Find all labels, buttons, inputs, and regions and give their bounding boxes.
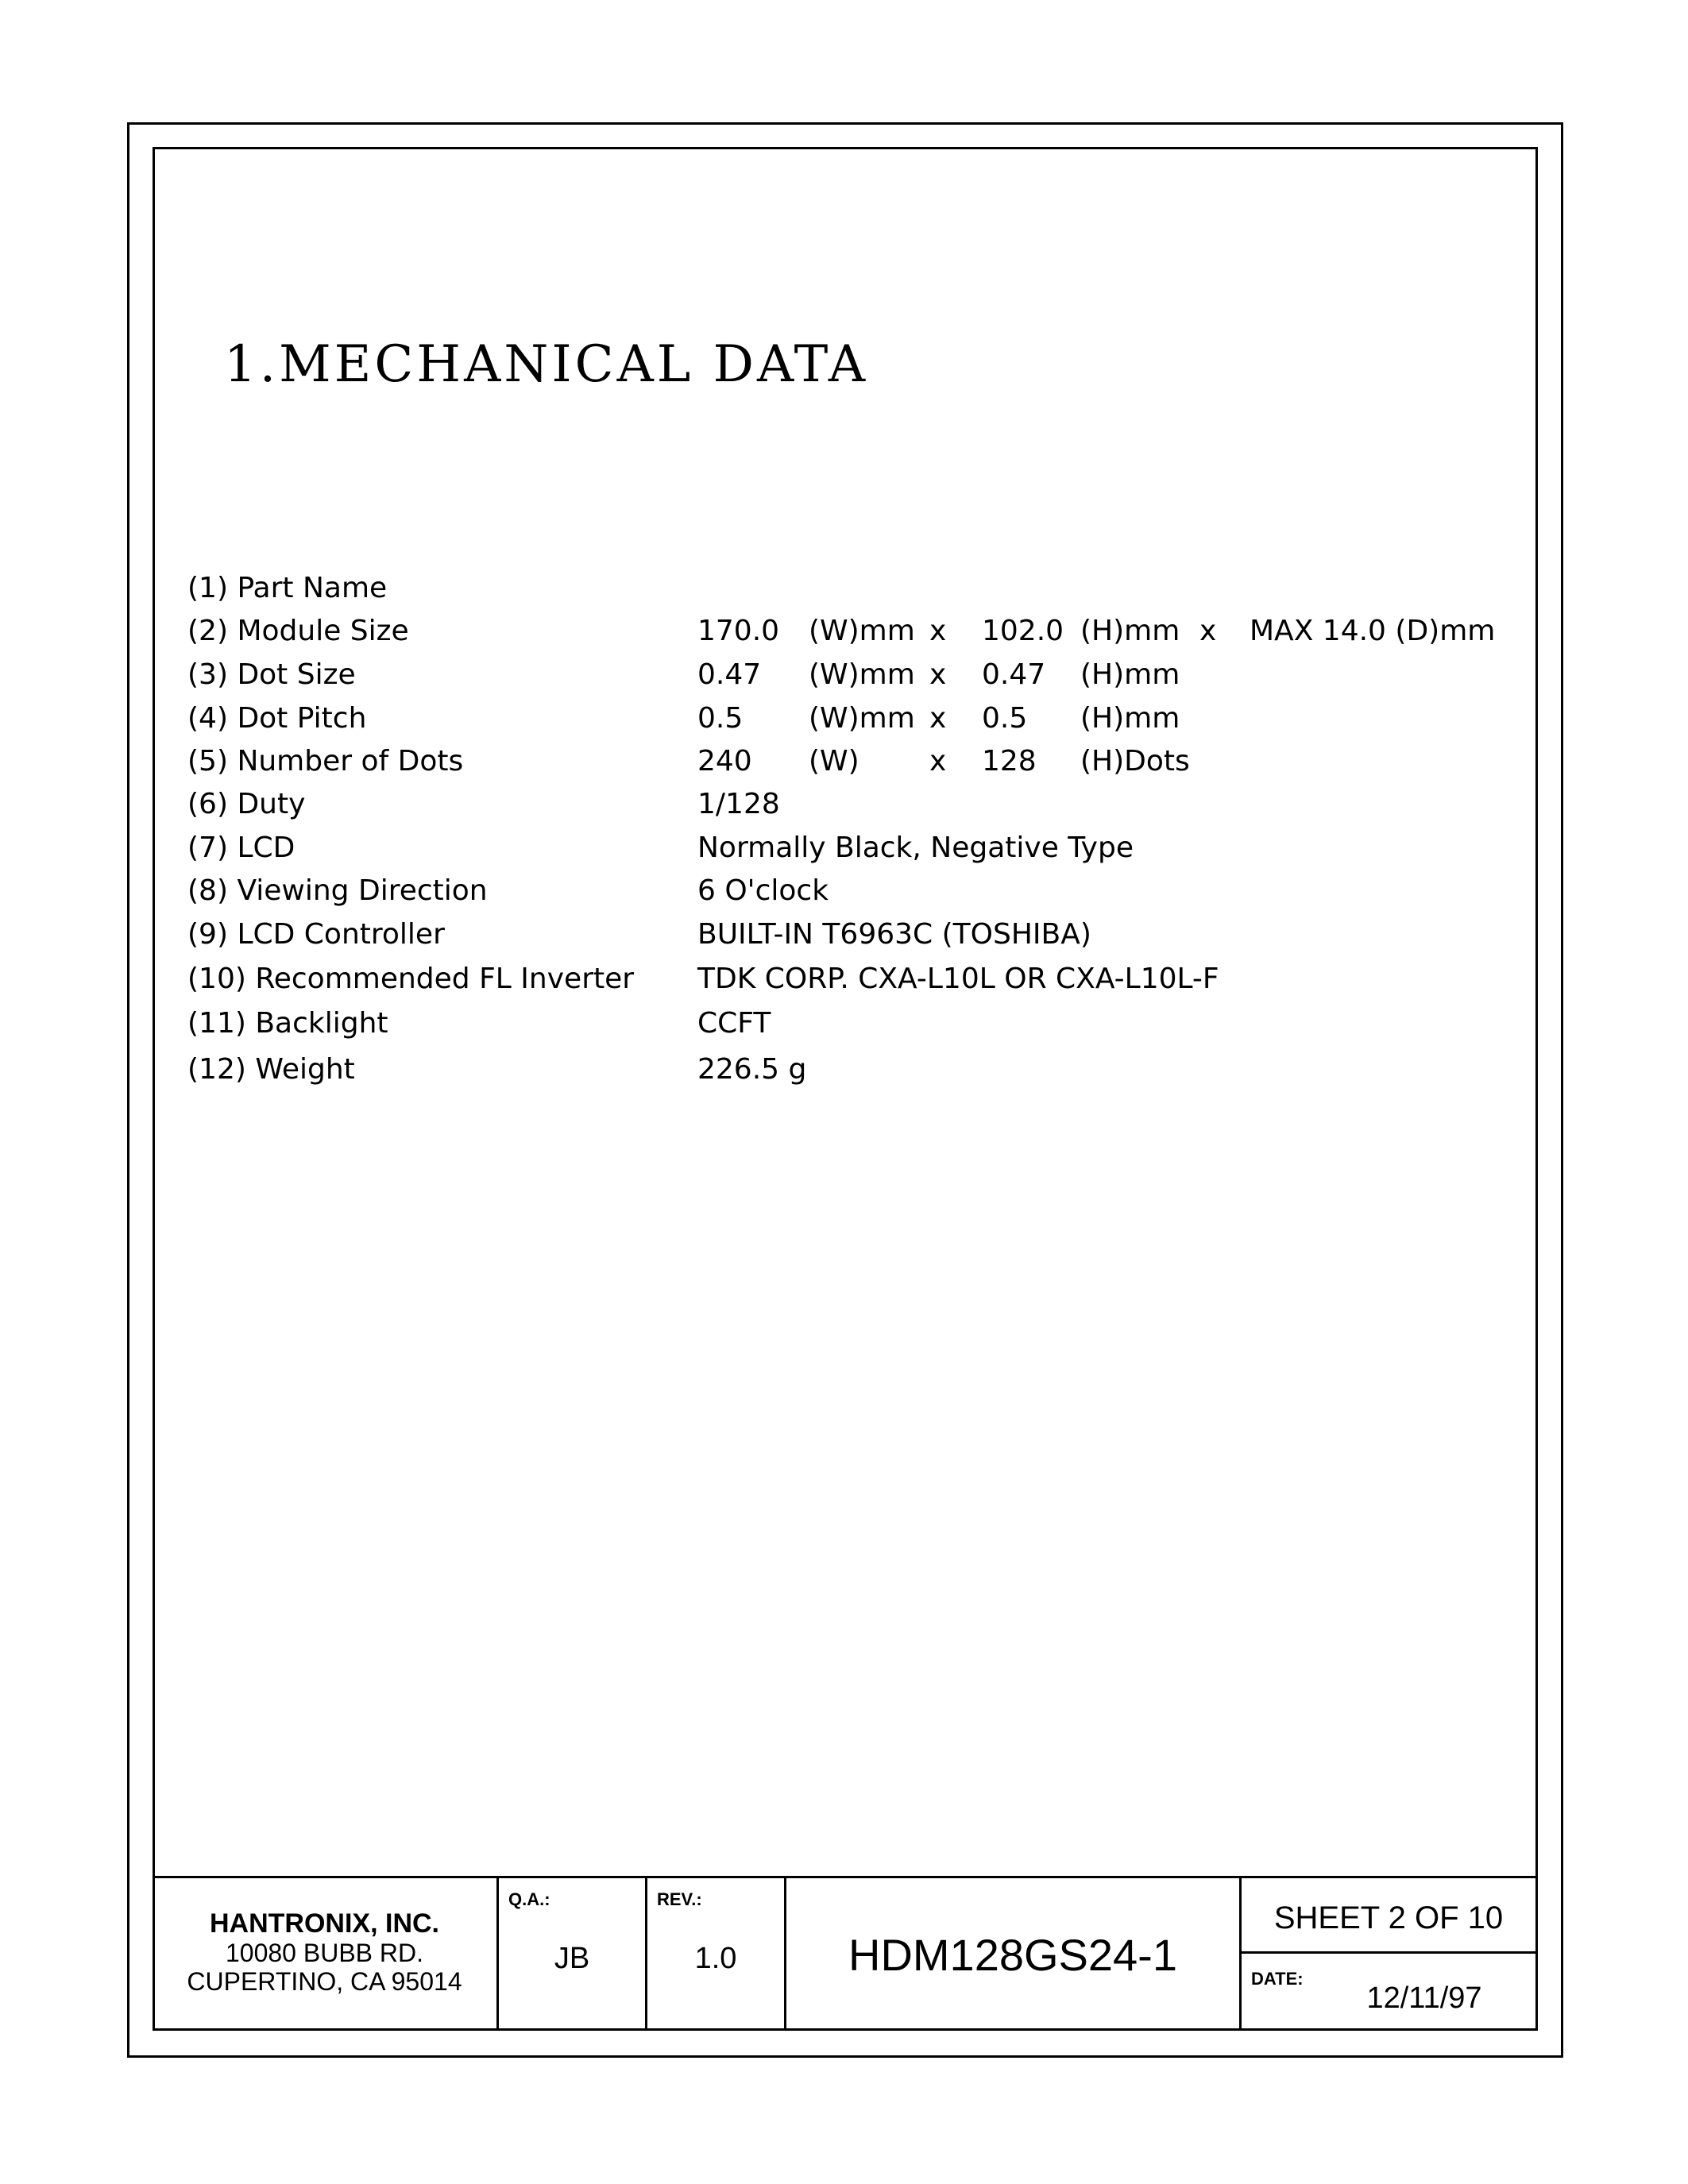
spec-value: x [929, 615, 947, 647]
inner-border [153, 147, 1538, 2031]
spec-value: (W)mm [809, 615, 915, 647]
company-address-1: 10080 BUBB RD. [225, 1939, 423, 1967]
spec-value: (W)mm [809, 658, 915, 691]
spec-value: 240 [697, 745, 752, 778]
spec-label: (12) Weight [187, 1053, 355, 1086]
spec-value: (W)mm [809, 702, 915, 735]
spec-value: 0.47 [982, 658, 1046, 691]
spec-label: (3) Dot Size [187, 658, 356, 691]
rev-label: REV.: [657, 1889, 702, 1909]
rev-cell [647, 1878, 786, 2031]
section-heading: 1.MECHANICAL DATA [224, 335, 869, 394]
spec-value: (H)mm [1080, 702, 1180, 735]
spec-label: (1) Part Name [187, 572, 388, 604]
rev-value: 1.0 [694, 1942, 737, 1975]
sheet-date-cell [1242, 1878, 1538, 2031]
spec-label: (4) Dot Pitch [187, 702, 367, 735]
spec-value: 0.47 [697, 658, 762, 691]
sheet-number: SHEET 2 OF 10 [1273, 1900, 1504, 1935]
spec-value: x [929, 658, 947, 691]
spec-value: (H)Dots [1080, 745, 1190, 778]
qa-cell [499, 1878, 647, 2031]
spec-value: 0.5 [982, 702, 1028, 735]
spec-value: 102.0 [982, 615, 1064, 647]
spec-value: x [1199, 615, 1217, 647]
spec-value: CCFT [697, 1007, 771, 1040]
spec-label: (7) LCD [187, 832, 295, 864]
spec-value: MAX 14.0 (D)mm [1250, 615, 1496, 647]
spec-label: (8) Viewing Direction [187, 874, 488, 907]
spec-value: (H)mm [1080, 615, 1180, 647]
company-address-2: CUPERTINO, CA 95014 [187, 1967, 462, 1996]
company-cell [153, 1878, 499, 2031]
spec-value: x [929, 702, 947, 735]
spec-value: TDK CORP. CXA-L10L OR CXA-L10L-F [697, 963, 1219, 995]
date-value: 12/11/97 [1366, 1981, 1482, 2015]
spec-value: BUILT-IN T6963C (TOSHIBA) [697, 918, 1091, 951]
date-label: DATE: [1251, 1969, 1304, 1989]
qa-value: JB [554, 1942, 590, 1975]
sheet-date-divider [1242, 1951, 1535, 1954]
spec-label: (6) Duty [187, 788, 306, 820]
spec-value: 170.0 [697, 615, 780, 647]
spec-label: (2) Module Size [187, 615, 409, 647]
spec-label: (9) LCD Controller [187, 918, 445, 951]
company-name: HANTRONIX, INC. [210, 1908, 439, 1939]
qa-label: Q.A.: [508, 1889, 550, 1909]
spec-value: 128 [982, 745, 1037, 778]
spec-value: 226.5 g [697, 1053, 807, 1086]
spec-label: (5) Number of Dots [187, 745, 464, 778]
part-number-cell [786, 1878, 1242, 2031]
spec-value: (W) [809, 745, 859, 778]
spec-value: 1/128 [697, 788, 780, 820]
title-block [153, 1876, 1538, 2031]
spec-label: (10) Recommended FL Inverter [187, 963, 635, 995]
spec-label: (11) Backlight [187, 1007, 388, 1040]
spec-value: 0.5 [697, 702, 744, 735]
spec-value: Normally Black, Negative Type [697, 832, 1134, 864]
spec-value: x [929, 745, 947, 778]
spec-value: (H)mm [1080, 658, 1180, 691]
spec-value: 6 O'clock [697, 874, 829, 907]
part-number: HDM128GS24-1 [848, 1930, 1177, 1980]
